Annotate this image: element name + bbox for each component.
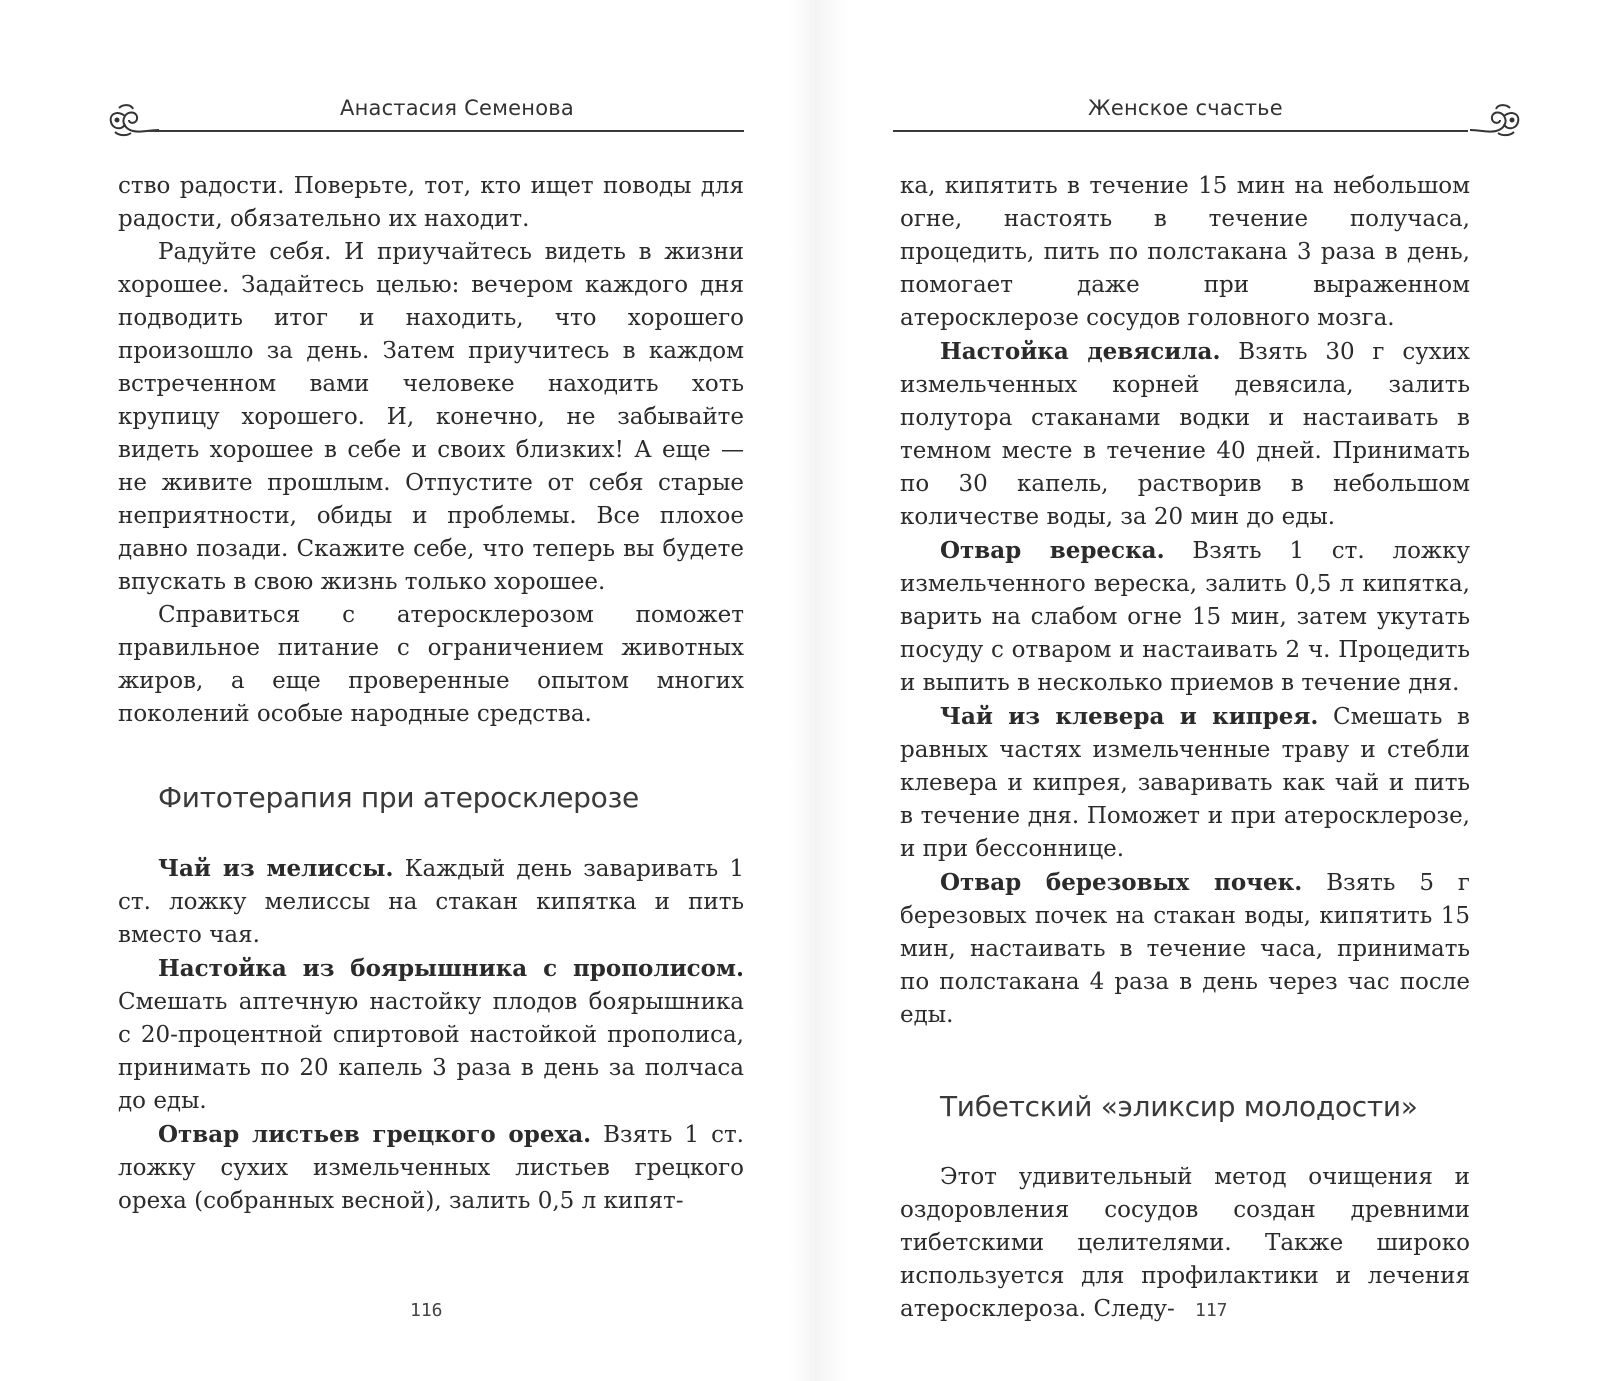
recipe-paragraph — [900, 534, 1470, 700]
scroll-ornament-icon — [105, 100, 161, 142]
recipe-paragraph — [118, 1118, 744, 1218]
recipe-title: Отвар листьев грецкого ореха. — [158, 1121, 592, 1148]
recipe-paragraph — [900, 866, 1470, 1032]
header-rule — [148, 130, 744, 132]
recipe-paragraph — [118, 952, 744, 1118]
recipe-title: Настойка из боярышника с прополисом. — [158, 955, 744, 982]
left-page — [0, 0, 800, 1381]
recipe-text: Взять 5 г березовых почек на стакан воды, кипятить 15 мин, настаивать в течение часа, принимать по полстакана 4 раза в день через час после еды. — [900, 870, 1470, 1028]
right-page — [850, 0, 1623, 1381]
page-number: 116 — [410, 1300, 443, 1321]
running-head-title: Женское счастье — [1088, 96, 1283, 120]
paragraph: Справиться с атеросклерозом поможет правильное питание с ограничением животных жиров, а еще проверенные опытом многих поколений особые народные средства. — [118, 602, 744, 727]
section-heading: Тибетский «эликсир молодости» — [940, 1090, 1418, 1123]
recipe-text: Взять 1 ст. ложку сухих измельченных листьев грецкого ореха (собранных весной), залить 0,5 л кипят- — [118, 1122, 744, 1214]
paragraph: ка, кипятить в течение 15 мин на небольшом огне, настоять в течение получаса, процедить, пить по полстакана 3 раза в день, помогает даже при выраженном атеросклерозе сосудов головного мозга. — [900, 173, 1470, 331]
recipe-title: Настойка девясила. — [940, 338, 1221, 365]
header-rule — [893, 130, 1468, 132]
section-heading: Фитотерапия при атеросклерозе — [158, 781, 639, 814]
recipe-text: Смешать в равных частях измельченные траву и стебли клевера и кипрея, заваривать как чай и пить в течение дня. Поможет и при атеросклерозе, и при бессоннице. — [900, 704, 1470, 862]
paragraph: Радуйте себя. И приучайтесь видеть в жизни хорошее. Задайтесь целью: вечером каждого дня подводить итог и находить, что хорошего произошло за день. Затем приучитесь в каждом встреченном вами человеке находить хоть крупицу хорошего. И, конечно, не забывайте видеть хорошее в себе и своих близких! А еще — не живите прошлым. Отпустите от себя старые неприятности, обиды и проблемы. Все плохое давно позади. Скажите себе, что теперь вы будете впускать в свою жизнь только хорошее. — [118, 239, 744, 595]
recipe-text: Взять 30 г сухих измельченных корней девясила, залить полутора стаканами водки и настаивать в темном месте в течение 40 дней. Принимать по 30 капель, растворив в небольшом количестве воды, за 20 мин до еды. — [900, 339, 1471, 530]
recipe-title: Отвар березовых почек. — [940, 869, 1303, 896]
page-number: 117 — [1195, 1300, 1228, 1321]
recipe-text: Каждый день заваривать 1 ст. ложку мелиссы на стакан кипятка и пить вместо чая. — [118, 856, 744, 948]
paragraph: ство радости. Поверьте, тот, кто ищет поводы для радости, обязательно их находит. — [118, 173, 744, 232]
paragraph: Этот удивительный метод очищения и оздоровления сосудов создан древними тибетскими целителями. Также широко используется для профилактики и лечения атеросклероза. Следу- — [900, 1164, 1470, 1322]
recipe-text: Взять 1 ст. ложку измельченного вереска, залить 0,5 л кипятка, варить на слабом огне 15 мин, затем укутать посуду с отваром и настаивать 2 ч. Процедить и выпить в несколько приемов в течение дня. — [900, 538, 1470, 696]
recipe-title: Чай из мелиссы. — [158, 855, 394, 882]
right-body-text — [900, 170, 1470, 1326]
recipe-text: Смешать аптечную настойку плодов боярышника с 20-процентной спиртовой настойкой прополиса, принимать по 20 капель 3 раза в день за полчаса до еды. — [118, 989, 744, 1114]
recipe-title: Чай из клевера и кипрея. — [940, 703, 1319, 730]
scroll-ornament-icon — [1468, 100, 1524, 142]
recipe-paragraph — [900, 335, 1470, 534]
recipe-title: Отвар вереска. — [940, 537, 1165, 564]
recipe-paragraph — [118, 852, 744, 952]
running-head-author: Анастасия Семенова — [340, 96, 574, 120]
left-body-text — [118, 170, 744, 1218]
recipe-paragraph — [900, 700, 1470, 866]
